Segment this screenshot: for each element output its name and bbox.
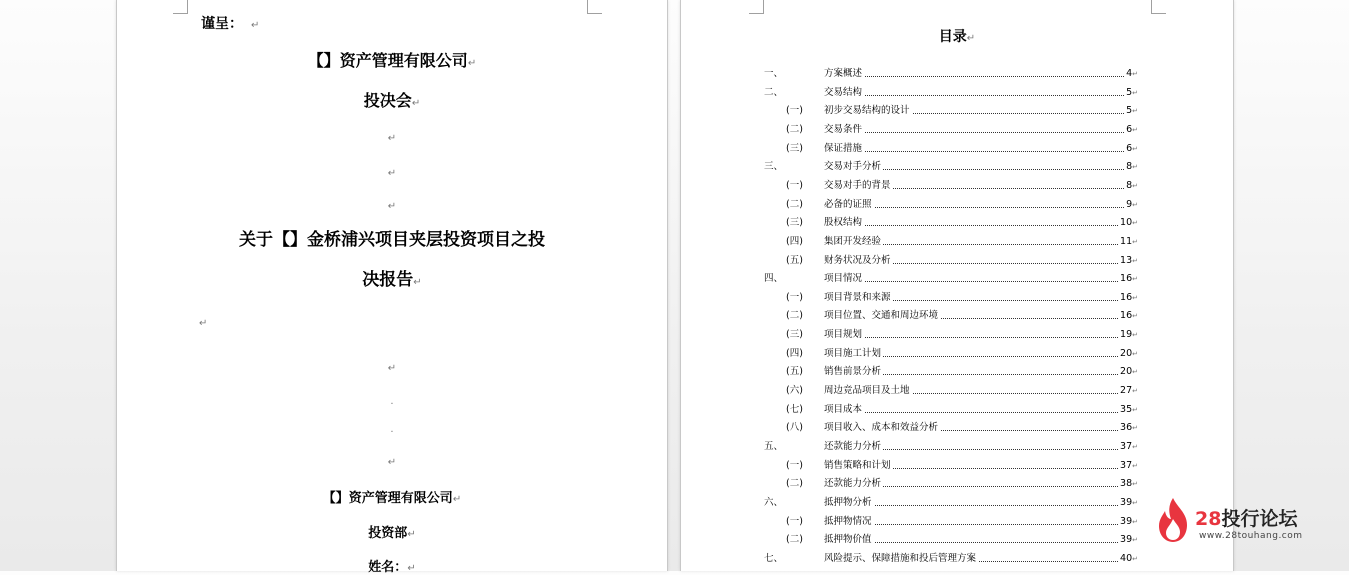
toc-entry-number: (五) [786,366,803,378]
paragraph-mark: ↵ [387,133,397,144]
toc-entry[interactable] [764,552,1138,566]
toc-entry-page [1125,198,1138,212]
toc-entry[interactable] [764,142,1138,156]
toc-entry[interactable] [764,533,1138,547]
toc-page-number: 19 [1120,329,1133,341]
paragraph-mark: ↵ [387,168,397,179]
paragraph-mark: ↵ [1132,443,1138,451]
toc-entry-page [1119,477,1138,491]
toc-leader-dots [824,132,1124,133]
toc-page-number: 6 [1126,142,1133,154]
toc-entry-title: 交易结构 [824,86,863,98]
toc-entry-title: 项目规划 [824,329,863,341]
toc-entry[interactable] [764,309,1138,323]
toc-entry[interactable] [764,235,1138,249]
footer-company: 【】资产管理有限公司 [322,491,453,506]
toc-entry-number: (五) [786,254,803,266]
paragraph-mark: ↵ [1132,368,1138,377]
toc-page-number: 39 [1120,534,1133,546]
paragraph-mark: ↵ [1132,181,1138,190]
toc-entry-number: 二、 [764,86,784,98]
toc-entry-number: (一) [786,515,803,527]
toc-page-number: 16 [1120,291,1133,303]
cover-page [116,0,668,575]
toc-entry-page [1125,142,1138,156]
toc-page-number: 39 [1120,515,1133,527]
toc-entry[interactable] [764,403,1138,417]
paragraph-mark: ↵ [1132,200,1138,209]
small-mark: · [390,427,394,438]
toc-entry[interactable] [764,216,1138,230]
toc-entry[interactable] [764,515,1138,529]
paragraph-mark: ↵ [1132,498,1138,507]
toc-entry[interactable] [764,254,1138,268]
paragraph-mark: ↵ [411,98,421,109]
toc-entry-title: 集团开发经验 [824,235,882,247]
watermark-number: 28 [1195,508,1222,530]
empty-paragraph [117,126,667,145]
meeting-line [117,88,667,111]
toc-page-number: 20 [1120,347,1133,359]
toc-page-number: 4 [1126,68,1133,79]
toc-heading [681,26,1233,46]
report-title-part-1: 关于【】金桥浦兴项目夹层投资项目之投 [239,230,545,250]
toc-page-number: 38 [1120,478,1133,490]
paragraph-mark: ↵ [387,201,397,212]
toc-entry-title: 项目施工计划 [824,347,882,359]
toc-entry[interactable] [764,496,1138,510]
toc-page-number: 39 [1120,496,1133,508]
flame-logo-icon [1155,497,1191,543]
toc-entry-title: 交易对手的背景 [824,179,891,191]
toc-page-number: 27 [1120,385,1133,397]
toc-entry-page [1119,216,1138,230]
paragraph-mark: ↵ [387,363,397,374]
report-title-line-2 [117,265,667,290]
toc-entry[interactable] [764,198,1138,212]
small-mark: · [390,399,394,410]
toc-entry-page [1119,515,1138,529]
toc-entry-number: (二) [786,123,803,135]
toc-entry-number: (三) [786,217,803,229]
paragraph-mark: ↵ [1132,70,1138,78]
toc-entry[interactable] [764,86,1138,100]
toc-page-number: 5 [1126,86,1133,98]
toc-entry-title: 项目位置、交通和周边环境 [824,310,939,322]
toc-entry-title: 抵押物价值 [824,534,872,546]
paragraph-mark: ↵ [1132,163,1138,172]
empty-paragraph [117,161,667,180]
report-title-part-2: 决报告 [362,270,414,290]
toc-entry[interactable] [764,328,1138,342]
toc-entry-page [1125,86,1138,100]
toc-entry[interactable] [764,459,1138,473]
toc-entry-page [1119,459,1138,473]
toc-entry-number: 五、 [764,441,784,452]
margin-corner-top-left [749,0,764,14]
toc-page-number: 9 [1126,198,1133,210]
toc-entry-page [1119,384,1138,398]
toc-page-number: 13 [1120,254,1133,266]
toc-entry-page [1119,328,1138,342]
toc-leader-dots [824,412,1124,413]
toc-entry[interactable] [764,160,1138,174]
paragraph-mark: ↵ [1132,293,1138,302]
footer-name-label: 姓名： [368,560,408,575]
paragraph-mark: ↵ [1132,424,1138,433]
toc-entry-page [1119,291,1138,305]
company-title: 【】资产管理有限公司 [307,51,468,70]
paragraph-mark: ↵ [1132,312,1138,321]
toc-entry-title: 方案概述 [824,68,863,79]
margin-corner-top-right [1151,0,1166,14]
toc-entry[interactable] [764,291,1138,305]
meeting-name: 投决会 [363,91,412,110]
toc-page-number: 37 [1120,459,1133,471]
toc-entry[interactable] [764,365,1138,379]
paragraph-mark: ↵ [1132,144,1138,153]
footer-department-line [117,522,667,541]
toc-entry-page [1119,272,1138,286]
watermark-name: 投行论坛 [1221,508,1298,530]
toc-entry-title: 还款能力分析 [824,478,882,490]
toc-entry-number: (一) [786,291,803,303]
paragraph-mark: ↵ [1132,387,1138,396]
paragraph-mark: ↵ [1132,536,1138,545]
toc-entry-number: (二) [786,478,803,490]
watermark-brand [1195,504,1297,531]
paragraph-mark: ↵ [199,318,208,329]
empty-paragraph [117,194,667,213]
toc-entry[interactable] [764,347,1138,361]
toc-entry-page [1119,365,1138,379]
toc-page-number: 40 [1120,552,1133,564]
toc-entry-number: (二) [786,198,803,210]
paragraph-mark: ↵ [1132,88,1138,97]
paragraph-mark: ↵ [1132,554,1138,563]
toc-heading-text: 目录 [938,29,967,45]
toc-entry-page [1119,309,1138,323]
toc-entry-number: (一) [786,179,803,191]
toc-entry-page [1125,123,1138,137]
toc-entry-title: 项目收入、成本和效益分析 [824,422,939,434]
toc-entry-number: 七、 [764,552,784,564]
toc-entry-title: 项目背景和来源 [824,291,891,303]
toc-entry-number: (七) [786,403,803,415]
paragraph-mark: ↵ [966,33,976,44]
paragraph-mark: ↵ [251,20,260,31]
paragraph-mark: ↵ [452,494,462,505]
toc-page-number: 36 [1120,422,1133,434]
toc-entry-page [1119,421,1138,435]
toc-entry-number: 一、 [764,68,784,79]
paragraph-mark: ↵ [387,457,397,468]
footer-department: 投资部 [368,526,408,541]
site-watermark [1155,495,1335,547]
toc-entry-page [1119,440,1138,454]
toc-entry[interactable] [764,477,1138,491]
toc-entry[interactable] [764,104,1138,118]
watermark-url: www.28touhang.com [1199,531,1303,541]
toc-entry[interactable] [764,421,1138,435]
margin-corner-top-right [587,0,602,14]
toc-entry-title: 周边竞品项目及土地 [824,385,910,397]
toc-entry-title: 风险提示、保障措施和投后管理方案 [824,552,977,564]
toc-page-number: 16 [1120,273,1133,285]
small-mark-line [117,420,667,439]
toc-entry-number: 三、 [764,161,784,173]
toc-entry[interactable] [764,384,1138,398]
toc-entry-number: (三) [786,142,803,154]
small-mark-line [117,392,667,411]
toc-entry-number: (一) [786,459,803,471]
toc-entry-page [1119,552,1138,566]
toc-entry-page [1119,403,1138,417]
paragraph-mark: ↵ [1132,461,1138,470]
submit-to-line [201,13,751,33]
toc-entry-title: 财务状况及分析 [824,254,891,266]
toc-entry-title: 抵押物情况 [824,515,872,527]
toc-page-number: 8 [1126,161,1133,173]
toc-entry-title: 交易条件 [824,123,863,135]
toc-entry-number: 六、 [764,496,784,508]
toc-entry[interactable] [764,440,1138,454]
paragraph-mark: ↵ [1132,405,1138,414]
footer-company-line [117,487,667,506]
toc-entry-page [1125,160,1138,174]
paragraph-mark: ↵ [1132,331,1138,340]
footer-name-line [117,556,667,575]
toc-entry-number: (三) [786,329,803,341]
toc-leader-dots [824,151,1124,152]
empty-paragraph [117,450,667,469]
toc-entry-page [1125,179,1138,193]
toc-page [680,0,1234,571]
toc-entry-page [1125,104,1138,118]
toc-entry-title: 销售策略和计划 [824,459,891,471]
toc-entry-number: (二) [786,534,803,546]
toc-leader-dots [824,95,1124,96]
toc-entry[interactable] [764,67,1138,81]
toc-entry-page [1119,254,1138,268]
paragraph-mark: ↵ [1132,256,1138,265]
toc-entry-page [1119,235,1138,249]
toc-entry-title: 项目成本 [824,403,863,415]
toc-entry-number: 四、 [764,273,784,285]
toc-entry-title: 项目情况 [824,273,863,285]
margin-corner-top-left [173,0,188,14]
toc-page-number: 11 [1120,235,1133,247]
toc-page-number: 8 [1126,179,1133,191]
toc-entry-title: 保证措施 [824,142,863,154]
paragraph-mark: ↵ [407,563,416,574]
toc-entry-title: 股权结构 [824,217,863,229]
paragraph-mark: ↵ [1132,125,1138,134]
report-title-line-1 [117,225,667,250]
toc-page-number: 35 [1120,403,1133,415]
paragraph-mark: ↵ [1132,517,1138,526]
toc-page-number: 6 [1126,123,1133,135]
toc-entry-title: 必备的证照 [824,198,872,210]
paragraph-mark: ↵ [1132,107,1138,116]
toc-entry-title: 销售前景分析 [824,366,882,378]
paragraph-mark: ↵ [1132,275,1138,284]
toc-entry-number: (八) [786,422,803,434]
paragraph-mark: ↵ [467,58,477,69]
paragraph-mark: ↵ [407,529,416,540]
paragraph-mark: ↵ [1132,237,1138,246]
empty-paragraph [199,311,749,330]
toc-leader-dots [824,225,1124,226]
empty-paragraph [117,356,667,375]
toc-entry-page [1119,347,1138,361]
toc-page-number: 16 [1120,310,1133,322]
toc-entry-title: 还款能力分析 [824,441,882,452]
toc-entry-number: (六) [786,385,803,397]
toc-entry-number: (一) [786,105,803,117]
toc-entry-number: (四) [786,347,803,359]
paragraph-mark: ↵ [413,277,422,288]
toc-leader-dots [824,281,1124,282]
toc-page-number: 5 [1126,105,1133,117]
toc-entry[interactable] [764,272,1138,286]
paragraph-mark: ↵ [1132,480,1138,489]
toc-page-number: 20 [1120,366,1133,378]
toc-entry-page [1119,533,1138,547]
company-title-line [117,48,667,71]
toc-entry-title: 抵押物分析 [824,496,872,508]
submit-to-label: 谨呈： [201,16,243,32]
toc-entry-number: (四) [786,235,803,247]
paragraph-mark: ↵ [1132,349,1138,358]
toc-page-number: 10 [1120,217,1133,229]
paragraph-mark: ↵ [1132,219,1138,228]
toc-entry[interactable] [764,123,1138,137]
toc-page-number: 37 [1120,441,1133,452]
toc-entry-page [1125,67,1138,81]
toc-entry-title: 交易对手分析 [824,161,882,173]
toc-entry[interactable] [764,179,1138,193]
toc-entry-page [1119,496,1138,510]
toc-entry-title: 初步交易结构的设计 [824,105,910,117]
toc-entry-number: (二) [786,310,803,322]
toc-leader-dots [824,337,1124,338]
toc-leader-dots [824,76,1124,77]
